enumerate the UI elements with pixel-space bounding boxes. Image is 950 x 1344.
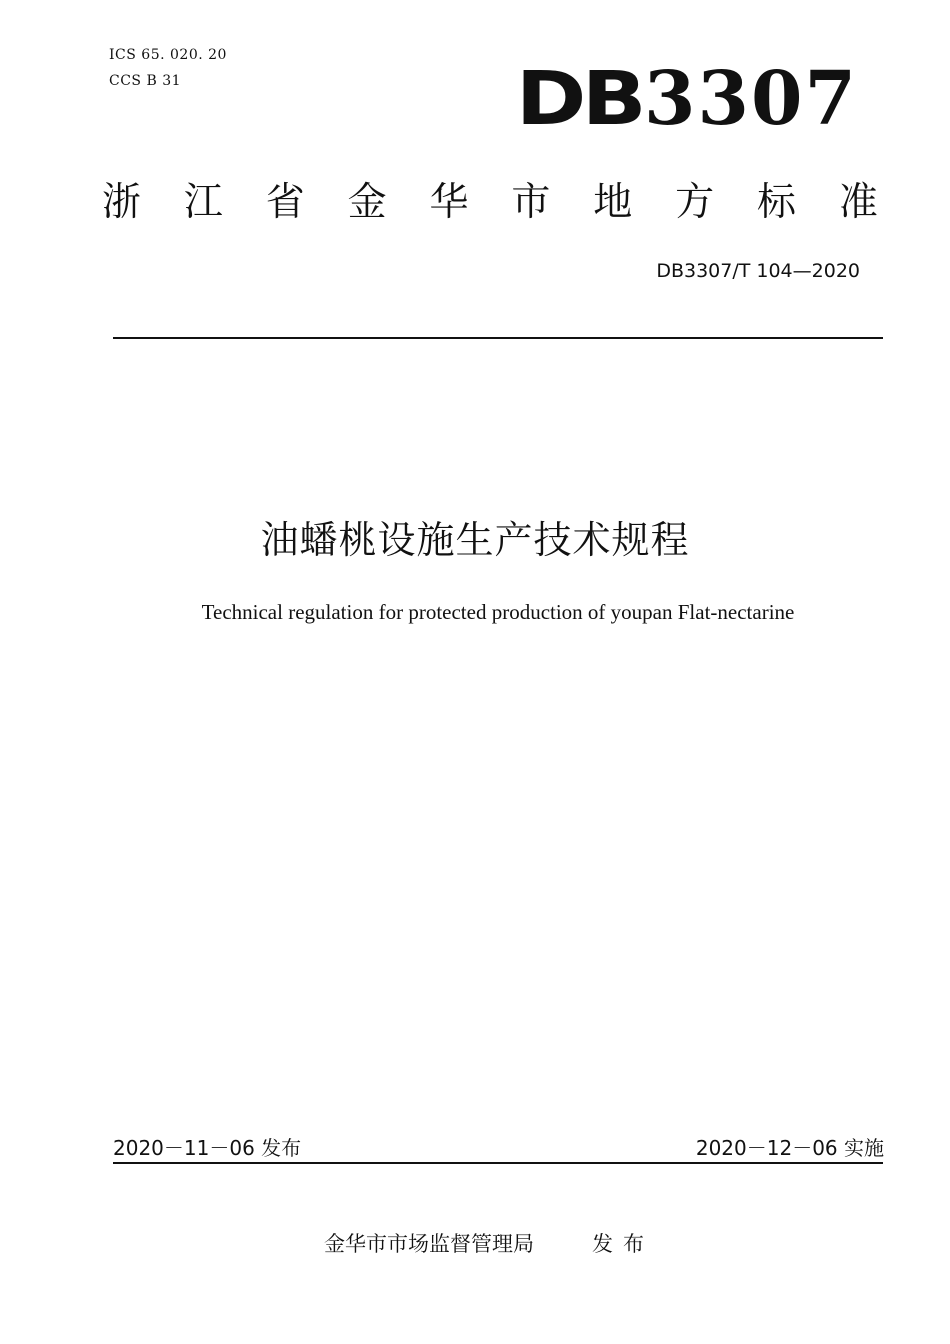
heading-char: 方 <box>675 180 715 225</box>
issue-action-label: 发布 <box>592 1232 654 1256</box>
bottom-divider <box>113 1162 883 1164</box>
heading-char: 浙 <box>102 180 142 225</box>
ccs-code: CCS B 31 <box>109 73 182 89</box>
heading-char: 省 <box>265 180 305 225</box>
db-logo-number: 3307 <box>644 56 858 142</box>
standard-number: DB3307/T 104—2020 <box>656 260 860 282</box>
heading-char: 金 <box>347 180 387 225</box>
db-standard-logo <box>515 56 858 142</box>
document-title-english: Technical regulation for protected production of youpan Flat-nectarine <box>201 600 795 624</box>
implementation-date: 2020－12－06 实施 <box>695 1136 884 1160</box>
document-title-chinese: 油蟠桃设施生产技术规程 <box>260 518 690 562</box>
standard-type-heading <box>102 180 878 225</box>
heading-char: 江 <box>183 180 223 225</box>
issuing-authority: 金华市市场监督管理局 <box>324 1232 534 1256</box>
heading-char: 准 <box>838 180 878 225</box>
db-logo-prefix: DB <box>515 56 643 142</box>
top-divider <box>113 337 883 339</box>
issue-date: 2020－11－06 发布 <box>113 1136 302 1160</box>
heading-char: 地 <box>593 180 633 225</box>
heading-char: 市 <box>511 180 551 225</box>
heading-char: 标 <box>757 180 797 225</box>
heading-char: 华 <box>429 180 469 225</box>
ics-code: ICS 65. 020. 20 <box>109 47 227 63</box>
